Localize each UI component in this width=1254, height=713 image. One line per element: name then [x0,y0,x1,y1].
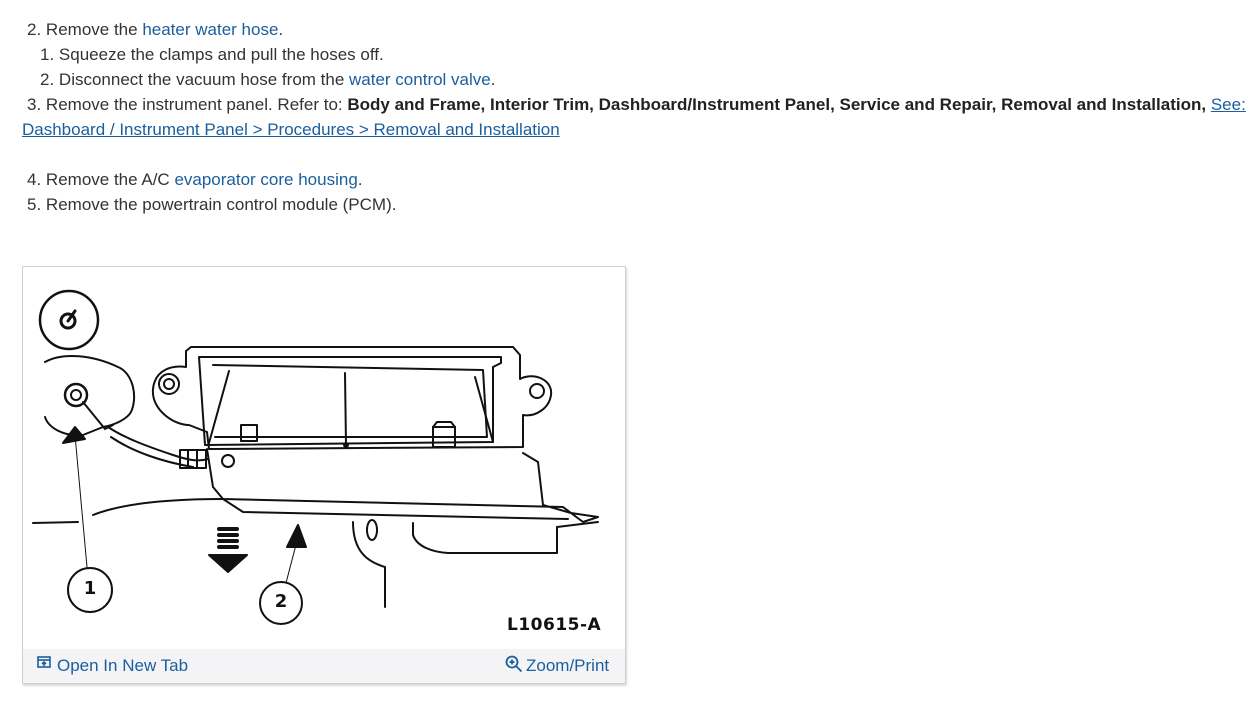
step-2-2: 2. Disconnect the vacuum hose from the water control valve. [40,70,496,89]
figure-label: L10615-A [507,615,602,635]
step-text: Remove the A/C [45,170,175,189]
reference-path: Body and Frame, Interior Trim, Dashboard/Instrument Panel, Service and Repair, Removal and Installation, [347,95,1207,114]
callout-1: 1 [83,578,97,599]
procedure-figure [22,266,626,684]
open-in-new-tab-label: Open In New Tab [57,656,189,675]
step-text: Remove the [45,20,143,39]
step-2-1 [40,42,384,67]
step-3 [27,92,1246,117]
step-number: 4. [27,170,42,189]
step-4: 4. Remove the A/C evaporator core housing. [27,170,363,189]
step-5 [27,192,396,217]
step-number: 1. [40,45,55,64]
step-2: 2. Remove the heater water hose. [27,20,284,39]
evaporator-core-housing-link[interactable]: evaporator core housing [174,170,358,189]
step-number: 2. [40,70,55,89]
step-number: 3. [27,95,42,114]
step-3-continued [22,117,560,142]
open-in-new-tab-button[interactable] [37,655,188,677]
step-number: 5. [27,195,42,214]
step-text: Remove the instrument panel. Refer to: [45,95,348,114]
callout-2: 2 [274,591,288,612]
zoom-print-button[interactable] [505,655,609,677]
figure-toolbar [23,649,625,683]
step-text: Remove the powertrain control module (PCM). [45,195,397,214]
heater-water-hose-link[interactable]: heater water hose [142,20,279,39]
step-number: 2. [27,20,42,39]
step-text: Squeeze the clamps and pull the hoses off. [58,45,384,64]
dashboard-procedure-link[interactable]: Dashboard / Instrument Panel > Procedures > Removal and Installation [22,120,560,139]
zoom-print-label: Zoom/Print [526,656,610,675]
step-text: Disconnect the vacuum hose from the [58,70,350,89]
open-in-new-tab-icon [37,659,51,673]
pcm-illustration[interactable] [23,267,625,649]
magnifier-plus-icon [505,657,523,675]
see-link[interactable]: See: [1210,95,1246,114]
water-control-valve-link[interactable]: water control valve [349,70,491,89]
